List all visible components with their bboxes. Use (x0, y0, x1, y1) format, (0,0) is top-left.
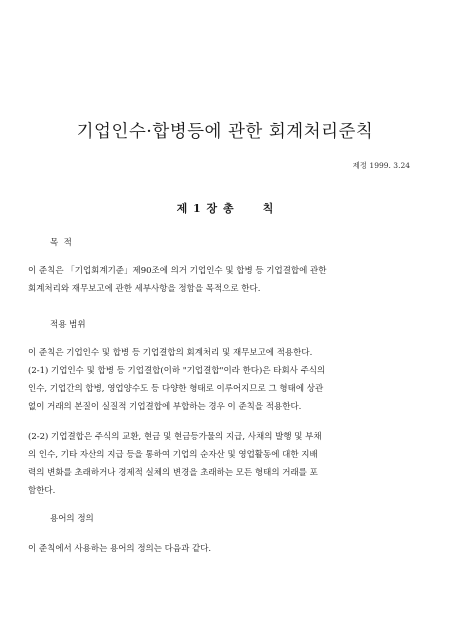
section-body-purpose (28, 262, 408, 298)
paragraph-line: 회계처리와 재무보고에 관한 세부사항을 정함을 목적으로 한다. (28, 284, 261, 294)
paragraph-line: 함한다. (28, 486, 56, 496)
paragraph-line: 없이 거래의 본질이 실질적 기업결합에 부합하는 경우 이 준칙을 적용한다. (28, 402, 302, 412)
paragraph-line: 이 준칙에서 사용하는 용어의 정의는 다음과 같다. (28, 544, 212, 554)
section-body-scope (28, 344, 408, 416)
section-body-definitions (28, 540, 408, 558)
paragraph-line: 이 준칙은 「기업회계기준」제90조에 의거 기업인수 및 합병 등 기업결합에 관한 (28, 266, 327, 276)
paragraph-line: 이 준칙은 기업인수 및 합병 등 기업결합의 회계처리 및 재무보고에 적용한다. (28, 348, 313, 358)
document-title: 기업인수·합병등에 관한 회계처리준칙 (76, 122, 374, 142)
paragraph-line: (2-2) 기업결합은 주식의 교환, 현금 및 현금등가물의 지급, 사채의 발행 및 부채 (28, 432, 322, 442)
section-body-scope-2 (28, 428, 408, 500)
paragraph-line: 인수, 기업간의 합병, 영업양수도 등 다양한 형태로 이루어지므로 그 형태에 상관 (28, 384, 324, 394)
chapter-heading: 제 1 장 총 칙 (176, 202, 274, 215)
paragraph-line: 의 인수, 기타 자산의 지급 등을 통하여 기업의 순자산 및 영업활동에 대한 지배 (28, 450, 318, 460)
enactment-date: 제정 1999. 3.24 (352, 161, 410, 170)
section-heading-scope: 적용 범위 (50, 320, 86, 330)
paragraph-line: (2-1) 기업인수 및 합병 등 기업결합(이하 "기업결합"이라 한다)은 타회사 주식의 (28, 366, 326, 376)
paragraph-line: 력의 변화를 초래하거나 경제적 실체의 변경을 초래하는 모든 형태의 거래를 포 (28, 468, 318, 478)
section-heading-definitions: 용어의 정의 (50, 514, 94, 524)
section-heading-purpose: 목 적 (50, 238, 72, 248)
